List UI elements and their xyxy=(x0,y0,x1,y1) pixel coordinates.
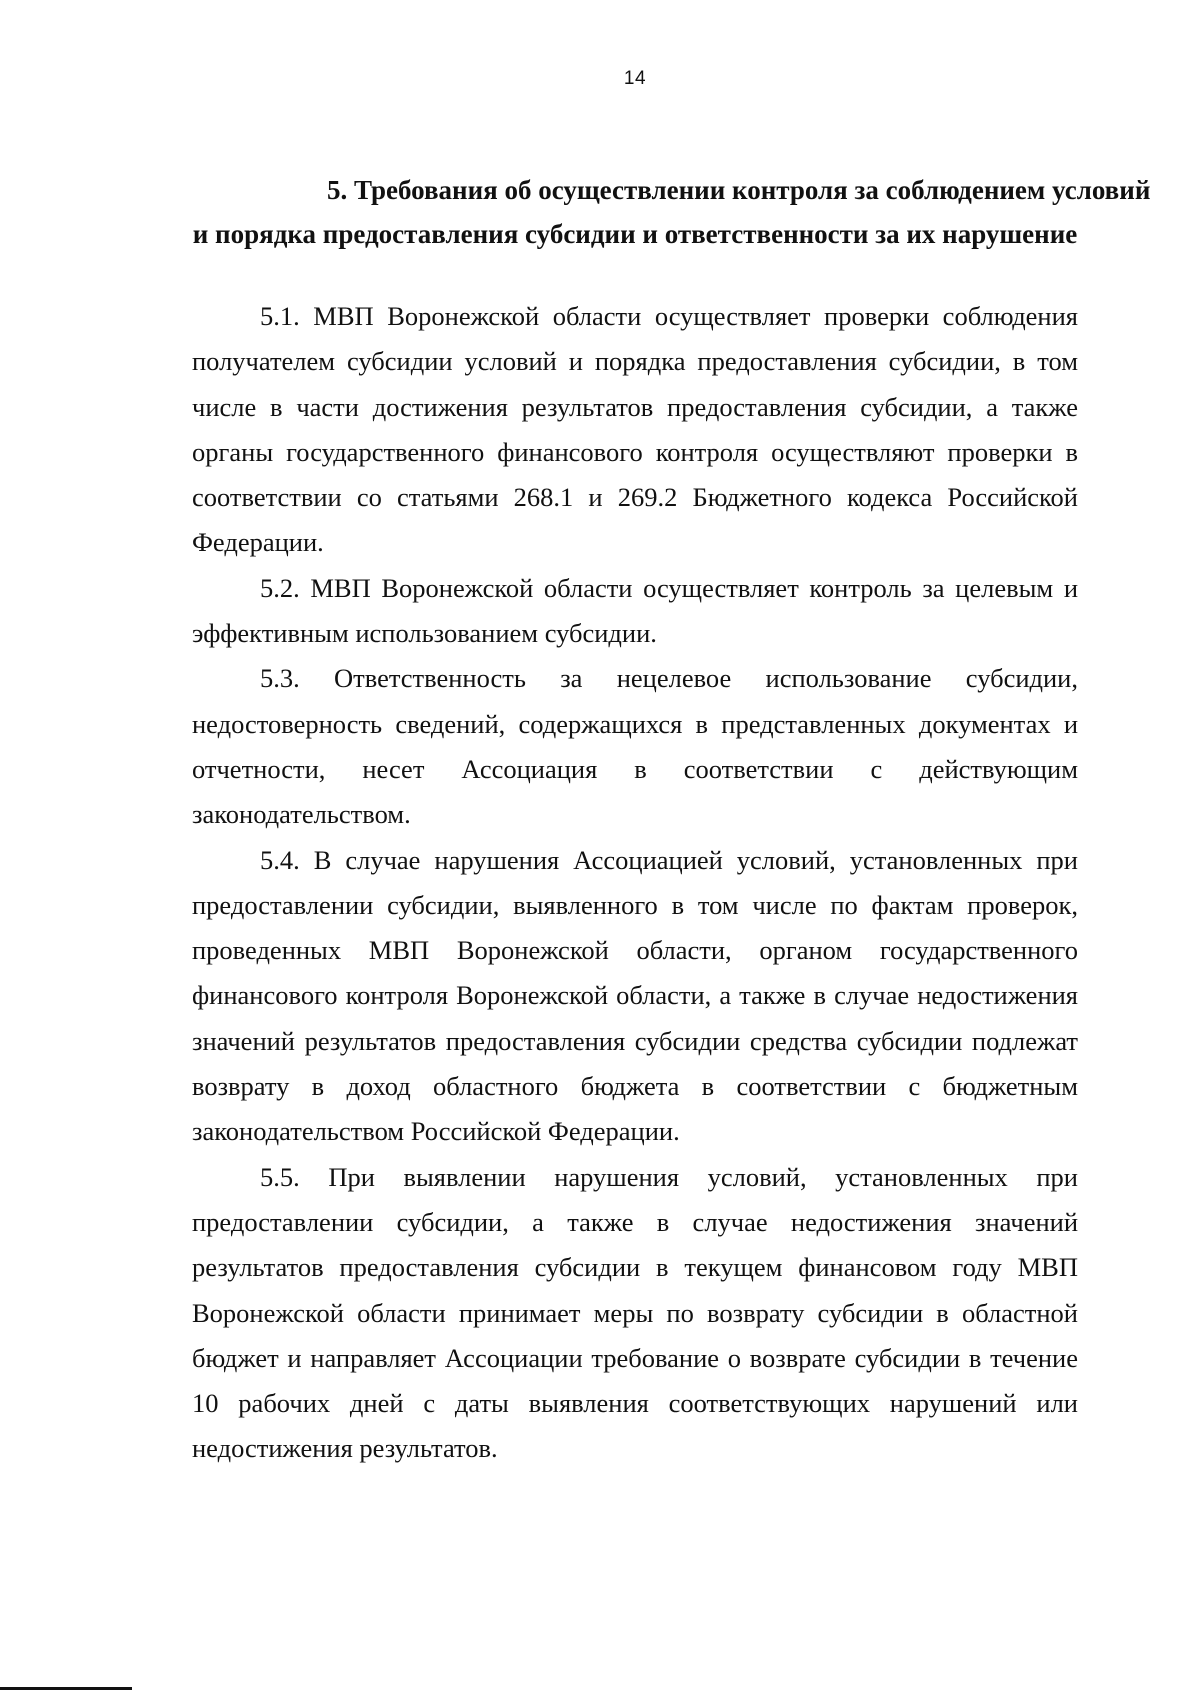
section-title-line-2: и порядка предоставления субсидии и ответственности за их нарушение xyxy=(192,219,1078,249)
text-line: числе в части достижения результатов предоставления субсидии, а также xyxy=(192,391,1078,422)
paragraph-5-5 xyxy=(192,1155,1078,1472)
text-line: отчетности, несет Ассоциация в соответствии с действующим xyxy=(192,753,1078,784)
paragraph-5-2 xyxy=(192,566,1078,657)
text-line: 5.2. МВП Воронежской области осуществляет контроль за целевым и xyxy=(260,572,1078,603)
text-line: эффективным использованием субсидии. xyxy=(192,618,657,649)
text-line: недостижения результатов. xyxy=(192,1433,498,1464)
text-line: возврату в доход областного бюджета в соответствии с бюджетным xyxy=(192,1071,1078,1102)
text-line: бюджет и направляет Ассоциации требование о возврате субсидии в течение xyxy=(192,1342,1078,1373)
text-line: законодательством. xyxy=(192,799,411,830)
text-line: 5.3. Ответственность за нецелевое использование субсидии, xyxy=(260,663,1078,694)
section-title xyxy=(192,168,1151,256)
text-line: недостоверность сведений, содержащихся в представленных документах и xyxy=(192,708,1078,739)
text-line: финансового контроля Воронежской области, а также в случае недостижения xyxy=(192,980,1078,1011)
text-line: органы государственного финансового контроля осуществляют проверки в xyxy=(192,436,1078,467)
text-line: значений результатов предоставления субсидии средства субсидии подлежат xyxy=(192,1025,1078,1056)
text-line: предоставлении субсидии, а также в случае недостижения значений xyxy=(192,1206,1078,1237)
text-line: предоставлении субсидии, выявленного в том числе по фактам проверок, xyxy=(192,889,1078,920)
text-line: законодательством Российской Федерации. xyxy=(192,1116,680,1147)
text-line: соответствии со статьями 268.1 и 269.2 Бюджетного кодекса Российской xyxy=(192,482,1078,513)
text-line: Воронежской области принимает меры по возврату субсидии в областной xyxy=(192,1297,1078,1328)
page-number: 14 xyxy=(623,68,647,89)
text-line: результатов предоставления субсидии в текущем финансовом году МВП xyxy=(192,1252,1078,1283)
text-line: 10 рабочих дней с даты выявления соответствующих нарушений или xyxy=(192,1388,1078,1419)
text-line: получателем субсидии условий и порядка предоставления субсидии, в том xyxy=(192,346,1078,377)
paragraph-5-3 xyxy=(192,656,1078,837)
paragraph-5-1 xyxy=(192,294,1078,566)
text-line: 5.1. МВП Воронежской области осуществляет проверки соблюдения xyxy=(260,301,1078,331)
paragraph-5-4 xyxy=(192,838,1078,1155)
section-title-line-1: 5. Требования об осуществлении контроля за соблюдением условий xyxy=(327,175,1151,205)
text-line: Федерации. xyxy=(192,527,324,558)
text-line: 5.5. При выявлении нарушения условий, установленных при xyxy=(260,1161,1078,1192)
text-line: 5.4. В случае нарушения Ассоциацией условий, установленных при xyxy=(260,844,1078,875)
document-body xyxy=(192,294,1078,1472)
text-line: проведенных МВП Воронежской области, органом государственного xyxy=(192,935,1078,966)
